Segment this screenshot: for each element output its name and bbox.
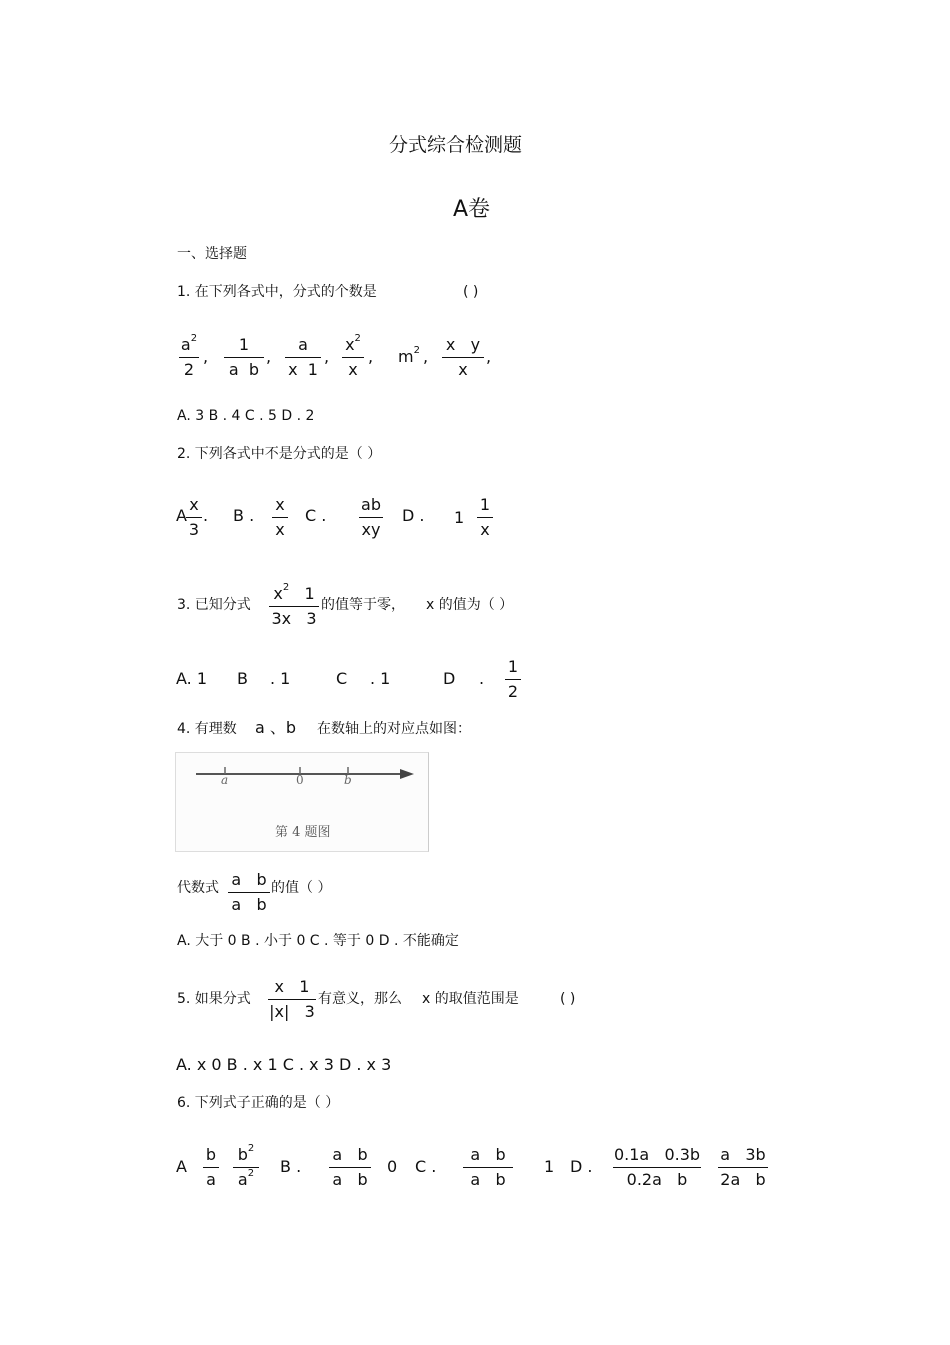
q3-option-b-value: . 1 (270, 669, 291, 688)
q6-option-a-label: A (176, 1157, 187, 1176)
q4-tail: 在数轴上的对应点如图： (317, 721, 471, 737)
q2-option-d-label: D . (402, 506, 425, 525)
q1-expr-4: $x^2$ x (342, 334, 364, 381)
comma: , (486, 347, 492, 366)
q2-option-b-label: B . (233, 506, 255, 525)
q3-option-c-value: . 1 (370, 669, 391, 688)
q2-option-b-fraction: x x (272, 494, 288, 541)
q3-option-a: A. 1 (176, 669, 208, 688)
q5-fraction: x 1 |x| 3 (269, 977, 315, 1021)
q3-option-d-label: D (443, 669, 456, 688)
comma: , (203, 347, 209, 366)
q1-expr-2: 1 a b (224, 334, 264, 381)
number-line-label-a: a (221, 773, 229, 787)
q6-option-b-label: B . (280, 1157, 302, 1176)
page-title: 分式综合检测题 (389, 134, 523, 156)
comma: , (423, 347, 429, 366)
q5-paren: ( ) (560, 991, 576, 1007)
q2-option-a-label: A (176, 506, 187, 525)
q1-paren: ( ) (463, 284, 479, 300)
q2-option-c-label: C . (305, 506, 327, 525)
q4-fraction: a b a b (228, 869, 270, 916)
q2-option-a-dot: . (203, 506, 209, 525)
q2-option-d-fraction: 1 x (477, 494, 493, 541)
comma: , (324, 347, 330, 366)
comma: , (368, 347, 374, 366)
number-line-label-zero: 0 (296, 773, 304, 787)
number-line-label-b: b (344, 773, 352, 787)
q1-expr-3: a x 1 (285, 334, 321, 381)
q3-option-b-label: B (237, 669, 248, 688)
q3-option-d-fraction: 1 2 (505, 656, 521, 703)
q5-tail: 有意义，那么 (318, 991, 402, 1007)
q6-option-d-rhs: a 3b 2a b (718, 1144, 768, 1191)
figure-caption: 第 4 题图 (275, 825, 331, 840)
q6-option-c-fraction: a b a b (463, 1144, 513, 1191)
q2-stem: 2. 下列各式中不是分式的是（ ） (177, 446, 382, 462)
q1-expr-5: $m^2$ (398, 345, 420, 366)
q4-expression-tail: 的值（ ） (271, 880, 332, 896)
section-title: A卷 (453, 197, 491, 222)
q3-stem: 3. 已知分式 (177, 597, 251, 613)
q3-option-d-dot: . (479, 669, 485, 688)
q4-variables: a 、b (255, 718, 297, 737)
q6-option-d-lhs: 0.1a 0.3b 0.2a b (613, 1145, 701, 1189)
comma: , (266, 347, 272, 366)
q4-stem: 4. 有理数 (177, 721, 237, 737)
q6-option-c-label: C . (415, 1157, 437, 1176)
q5-tail2: x 的取值范围是 (422, 991, 519, 1007)
q6-option-a-lhs: b a (203, 1144, 219, 1191)
q4-options: A. 大于 0 B . 小于 0 C . 等于 0 D . 不能确定 (177, 933, 459, 949)
q6-option-b-rhs: 0 (387, 1157, 398, 1176)
q6-option-c-rhs: 1 (544, 1157, 555, 1176)
q2-option-c-fraction: ab xy (359, 494, 383, 541)
q4-expression-label: 代数式 (177, 880, 219, 896)
q2-option-d-whole: 1 (454, 508, 465, 527)
q6-option-a-rhs: $b^2$ $a^2$ (233, 1144, 259, 1191)
part-heading: 一、选择题 (177, 246, 247, 262)
q2-option-a-fraction: x 3 (186, 494, 202, 541)
q6-option-d-label: D . (570, 1157, 593, 1176)
q1-options: A. 3 B . 4 C . 5 D . 2 (177, 408, 315, 424)
q5-options: A. x 0 B . x 1 C . x 3 D . x 3 (176, 1055, 392, 1074)
q5-stem: 5. 如果分式 (177, 991, 251, 1007)
number-line-figure (175, 752, 429, 852)
q1-expr-1: $a^2$ 2 (180, 333, 198, 379)
q1-stem: 1. 在下列各式中，分式的个数是 (177, 284, 377, 300)
q6-stem: 6. 下列式子正确的是（ ） (177, 1095, 340, 1111)
q3-fraction: $x^2$ 1 3x 3 (269, 583, 319, 630)
q3-tail2: x 的值为（ ） (426, 597, 514, 613)
q1-expr-6: x y x (442, 334, 484, 381)
q6-option-b-fraction: a b a b (329, 1144, 371, 1191)
q3-tail: 的值等于零， (321, 597, 405, 613)
q3-option-c-label: C (336, 669, 348, 688)
